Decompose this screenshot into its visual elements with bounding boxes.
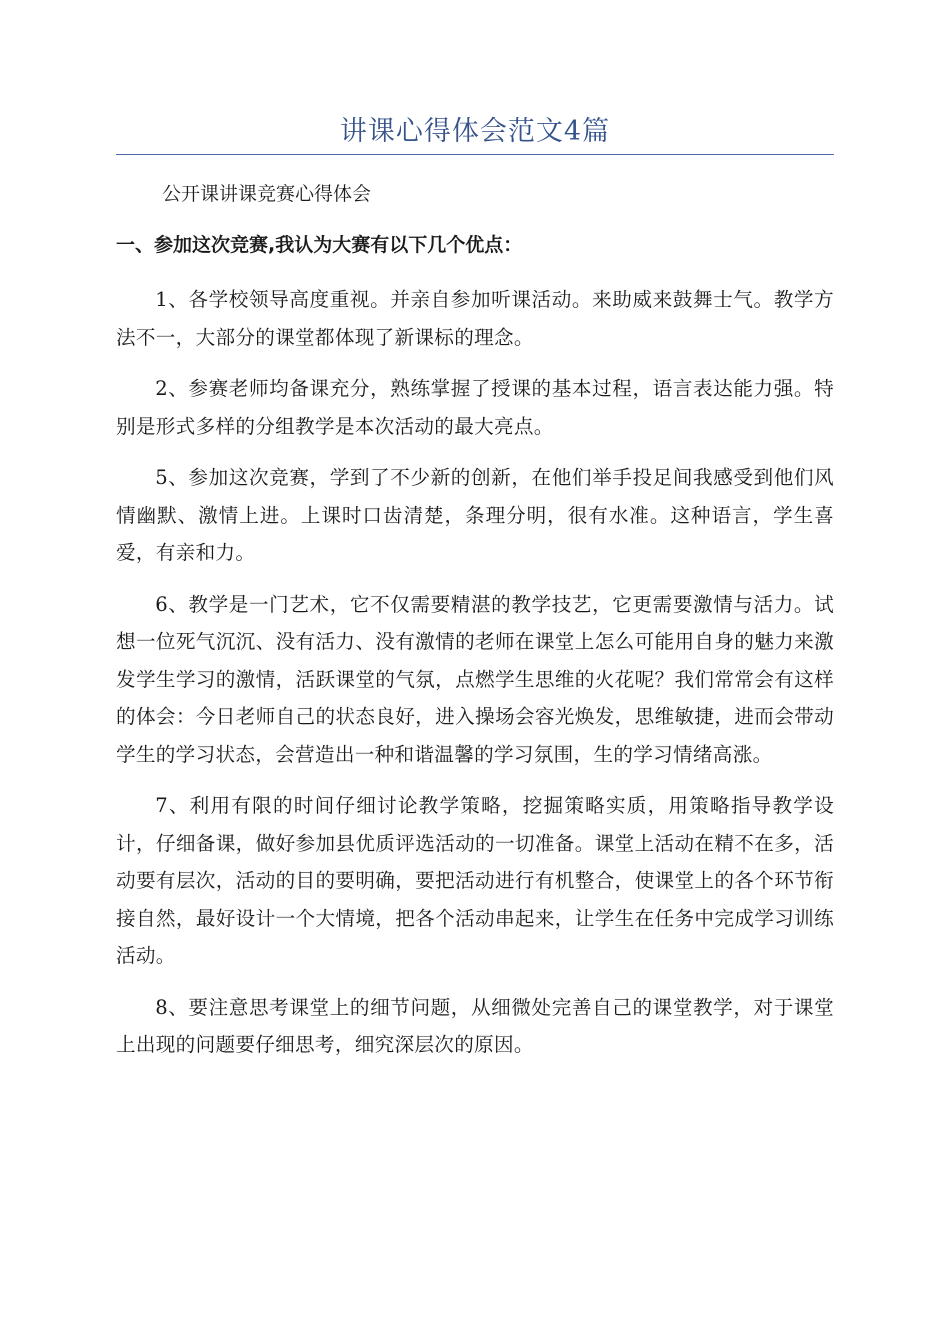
paragraph-2: 2、参赛老师均备课充分，熟练掌握了授课的基本过程，语言表达能力强。特别是形式多样的分组教学是本次活动的最大亮点。 (116, 377, 834, 438)
paragraph-5: 5、参加这次竞赛，学到了不少新的创新，在他们举手投足间我感受到他们风情幽默、激情上进。上课时口齿清楚，条理分明，很有水准。这种语言，学生喜爱，有亲和力。 (116, 466, 834, 564)
paragraph-6: 6、教学是一门艺术，它不仅需要精湛的教学技艺，它更需要激情与活力。试想一位死气沉沉、没有活力、没有激情的老师在课堂上怎么可能用自身的魅力来激发学生学习的激情，活跃课堂的气氛，点燃学生思维的火花呢？我们常常会有这样的体会：今日老师自己的状态良好，进入操场会容光焕发，思维敏捷，进而会带动学生的学习状态，会营造出一种和谐温馨的学习氛围，生的学习情绪高涨。 (116, 592, 834, 766)
document-title: 讲课心得体会范文4篇 (339, 116, 611, 147)
paragraph-8: 8、要注意思考课堂上的细节问题，从细微处完善自己的课堂教学，对于课堂上出现的问题要仔细思考，细究深层次的原因。 (116, 995, 834, 1056)
document-subtitle: 公开课讲课竞赛心得体会 (162, 183, 372, 205)
document-page (116, 0, 834, 1064)
paragraph-7: 7、利用有限的时间仔细讨论教学策略，挖掘策略实质，用策略指导教学设计，仔细备课，做好参加县优质评选活动的一切准备。课堂上活动在精不在多，活动要有层次，活动的目的要明确，要把活动进行有机整合，使课堂上的各个环节衔接自然，最好设计一个大情境，把各个活动串起来，让学生在任务中完成学习训练活动。 (116, 794, 834, 967)
title-underline (116, 154, 834, 155)
paragraph-1: 1、各学校领导高度重视。并亲自参加听课活动。来助威来鼓舞士气。教学方法不一，大部分的课堂都体现了新课标的理念。 (116, 288, 834, 349)
section-heading: 一、参加这次竞赛,我认为大赛有以下几个优点： (116, 234, 523, 256)
